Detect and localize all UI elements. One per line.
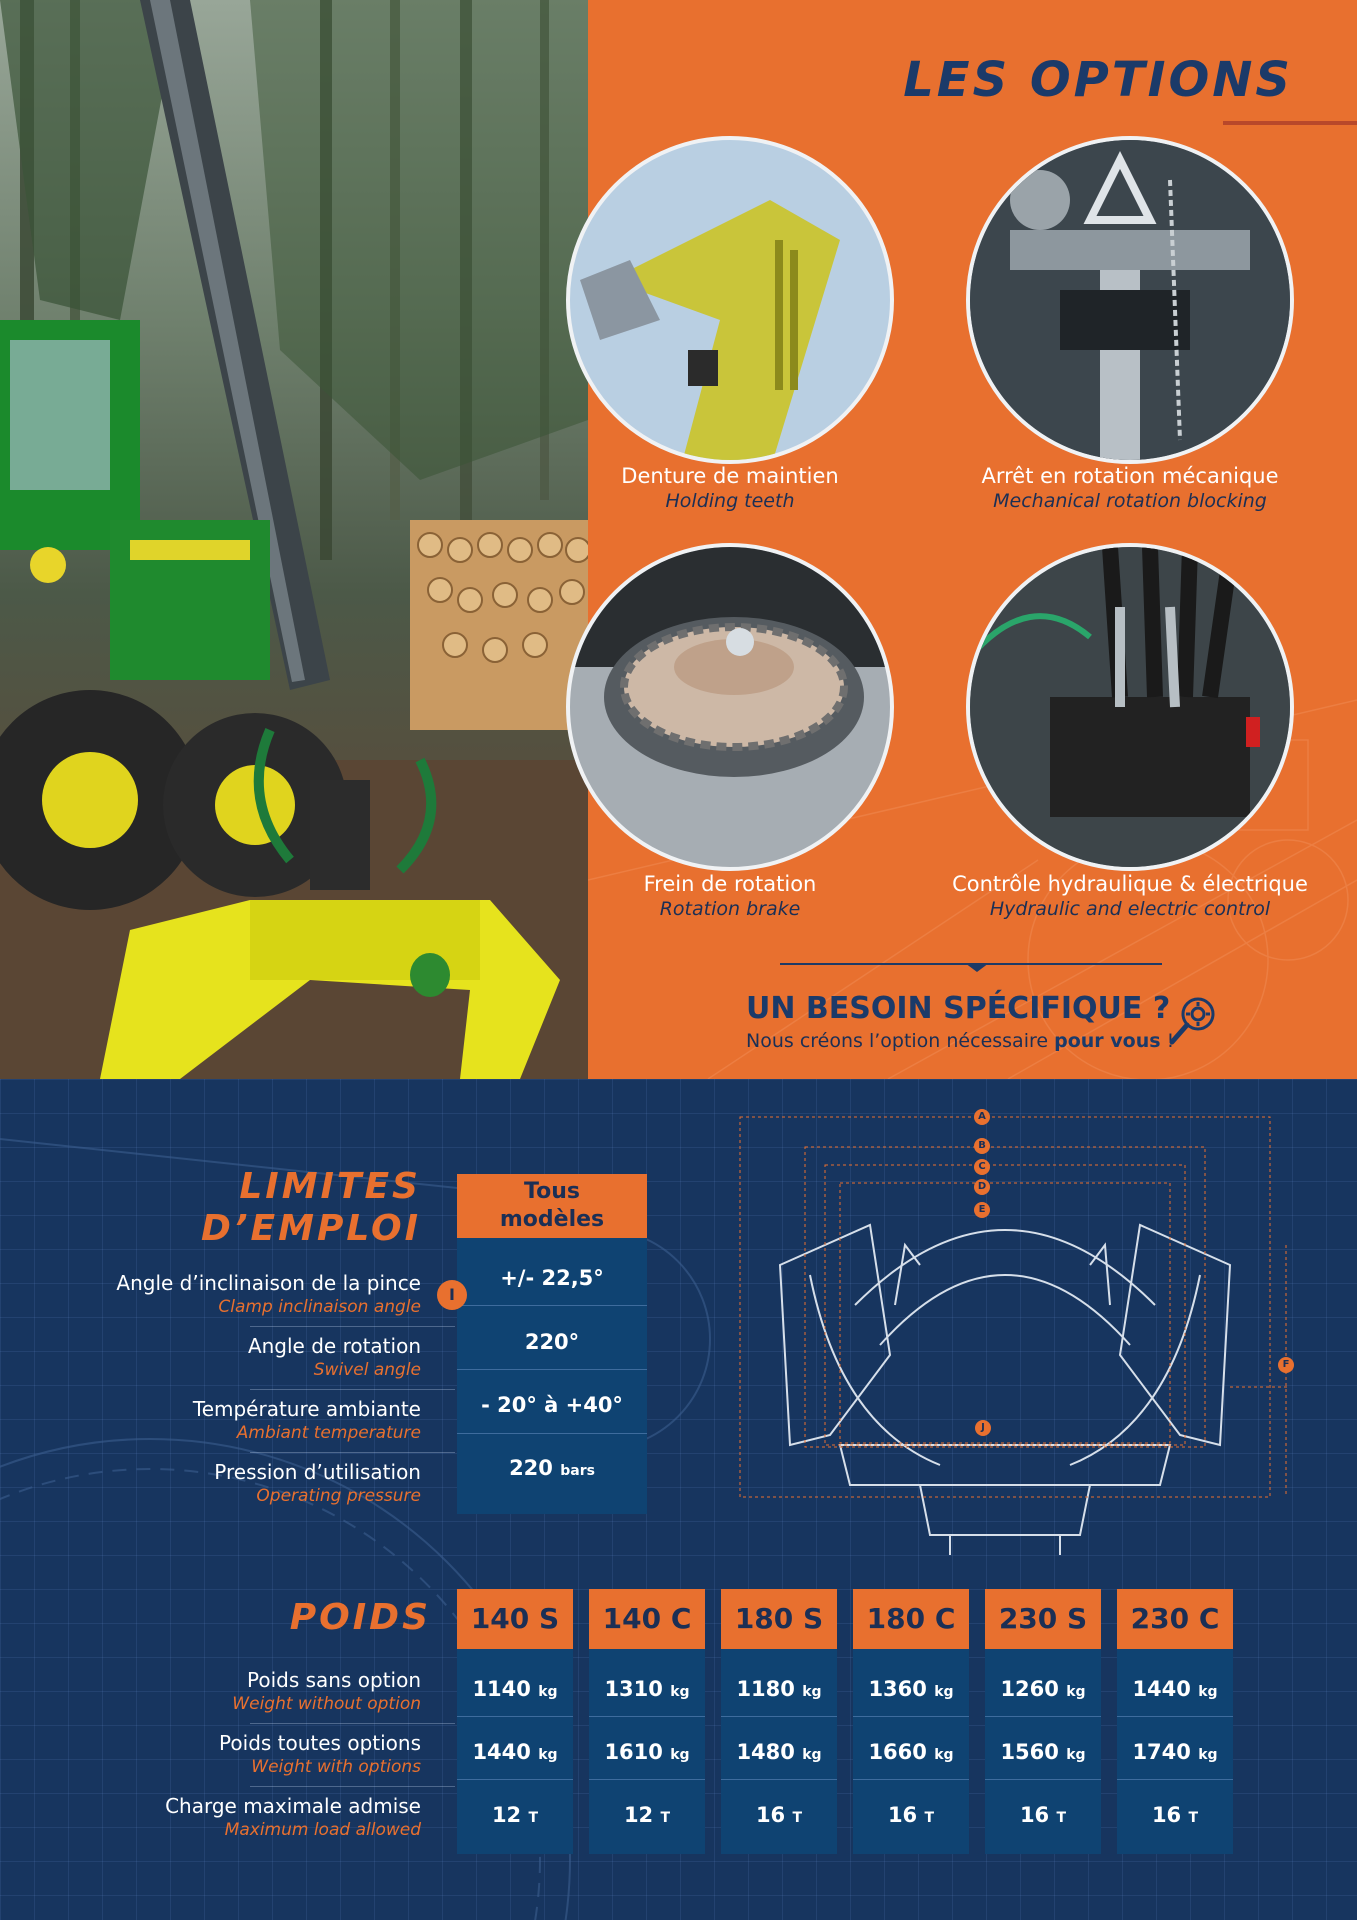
weights-title: POIDS <box>289 1597 431 1638</box>
weight-value: 1560 <box>1000 1740 1059 1764</box>
label-en: Maximum load allowed <box>224 1820 421 1840</box>
cell-divider <box>853 1716 969 1717</box>
specific-need-subtitle <box>746 1030 1174 1052</box>
weights-column <box>1117 1649 1233 1854</box>
dimension-label: C <box>974 1159 990 1175</box>
inclination-marker: I <box>437 1280 467 1310</box>
limit-row-label <box>0 1459 421 1507</box>
label-fr: Charge maximale admise <box>165 1794 421 1818</box>
cell-divider <box>589 1716 705 1717</box>
option-label-fr: Denture de maintien <box>621 464 839 488</box>
weight-unit: kg <box>934 1747 954 1763</box>
weight-value: 1440 <box>1132 1677 1191 1701</box>
option-caption-4 <box>920 871 1340 921</box>
weights-column <box>721 1649 837 1854</box>
dimension-label: F <box>1278 1357 1294 1373</box>
holding-teeth-image <box>566 136 894 464</box>
weight-cell <box>1117 1740 1233 1764</box>
search-gear-icon <box>1166 992 1222 1052</box>
limits-title <box>201 1166 421 1250</box>
weight-row-label <box>0 1730 421 1778</box>
cell-divider <box>985 1716 1101 1717</box>
option-label-en: Rotation brake <box>659 898 801 920</box>
model-header: 230 S <box>985 1589 1101 1649</box>
load-unit: T <box>1056 1810 1067 1826</box>
limit-row-label <box>0 1396 421 1444</box>
cell-divider <box>1117 1716 1233 1717</box>
load-unit: T <box>1188 1810 1199 1826</box>
weight-unit: kg <box>1066 1684 1086 1700</box>
weight-unit: kg <box>802 1747 822 1763</box>
weight-value: 1310 <box>604 1677 663 1701</box>
limit-value-pressure <box>457 1456 647 1480</box>
model-header: 180 C <box>853 1589 969 1649</box>
weight-value: 1260 <box>1000 1677 1059 1701</box>
load-value: 16 <box>755 1803 786 1827</box>
weight-unit: kg <box>1198 1747 1218 1763</box>
header-line-1: Tous <box>524 1179 580 1204</box>
label-en: Weight with options <box>251 1757 421 1777</box>
need-sub-text: Nous créons l’option nécessaire <box>746 1030 1055 1052</box>
label-en: Swivel angle <box>313 1360 421 1380</box>
weight-row-label <box>0 1667 421 1715</box>
rotation-blocking-image <box>966 136 1294 464</box>
cell-divider <box>853 1779 969 1780</box>
label-fr: Température ambiante <box>192 1397 421 1421</box>
model-header: 230 C <box>1117 1589 1233 1649</box>
weight-cell <box>985 1677 1101 1701</box>
dimension-label: J <box>975 1420 991 1436</box>
weight-value: 1360 <box>868 1677 927 1701</box>
label-fr: Pression d’utilisation <box>214 1460 421 1484</box>
model-header: 180 S <box>721 1589 837 1649</box>
row-divider <box>250 1786 455 1787</box>
label-fr: Angle de rotation <box>247 1334 421 1358</box>
cell-divider <box>457 1433 647 1434</box>
option-caption-3 <box>520 871 940 921</box>
weight-unit: kg <box>934 1684 954 1700</box>
pressure-unit: bars <box>560 1463 595 1479</box>
weight-cell <box>721 1740 837 1764</box>
weight-value: 1140 <box>472 1677 531 1701</box>
rotation-blocking-icon <box>970 140 1294 464</box>
weight-unit: kg <box>802 1684 822 1700</box>
weight-cell <box>457 1740 573 1764</box>
option-caption-2 <box>920 463 1340 513</box>
forestry-machine-illustration <box>0 0 588 1079</box>
label-en: Clamp inclinaison angle <box>218 1297 421 1317</box>
option-label-fr: Arrêt en rotation mécanique <box>981 464 1279 488</box>
weight-unit: kg <box>538 1684 558 1700</box>
label-en: Operating pressure <box>256 1486 421 1506</box>
weight-value: 1440 <box>472 1740 531 1764</box>
weight-row-label <box>0 1793 421 1841</box>
label-en: Ambiant temperature <box>236 1423 421 1443</box>
dimension-label: B <box>974 1138 990 1154</box>
weight-value: 1660 <box>868 1740 927 1764</box>
weights-column <box>589 1649 705 1854</box>
need-sub-emphasis: pour vous <box>1054 1030 1161 1052</box>
cell-divider <box>457 1305 647 1306</box>
hydraulic-control-icon <box>970 547 1294 871</box>
limits-title-line-2: D’EMPLOI <box>200 1208 421 1249</box>
rotation-brake-icon <box>570 547 894 871</box>
label-fr: Angle d’inclinaison de la pince <box>116 1271 421 1295</box>
limit-row-label <box>0 1270 421 1318</box>
options-title: LES OPTIONS <box>903 52 1293 108</box>
weight-unit: kg <box>670 1684 690 1700</box>
weight-value: 1740 <box>1132 1740 1191 1764</box>
load-cell <box>853 1803 969 1827</box>
limit-row-label <box>0 1333 421 1381</box>
hydraulic-control-image <box>966 543 1294 871</box>
weights-column <box>985 1649 1101 1854</box>
limit-value: +/- 22,5° <box>500 1266 604 1290</box>
weight-cell <box>1117 1677 1233 1701</box>
weight-cell <box>853 1677 969 1701</box>
title-underline <box>1223 121 1357 125</box>
cell-divider <box>589 1779 705 1780</box>
option-label-fr: Frein de rotation <box>643 872 817 896</box>
limits-values-column <box>457 1238 647 1514</box>
model-header: 140 S <box>457 1589 573 1649</box>
weight-cell <box>721 1677 837 1701</box>
weight-cell <box>457 1677 573 1701</box>
cell-divider <box>985 1779 1101 1780</box>
load-cell <box>1117 1803 1233 1827</box>
load-unit: T <box>792 1810 803 1826</box>
option-label-en: Hydraulic and electric control <box>989 898 1271 920</box>
weight-unit: kg <box>1198 1684 1218 1700</box>
pressure-value: 220 <box>509 1456 553 1480</box>
header-line-2: modèles <box>499 1207 605 1232</box>
specific-need-title: UN BESOIN SPÉCIFIQUE ? <box>746 991 1171 1026</box>
grapple-technical-drawing <box>690 1105 1320 1565</box>
weight-cell <box>985 1740 1101 1764</box>
label-fr: Poids sans option <box>247 1668 421 1692</box>
model-header: 140 C <box>589 1589 705 1649</box>
load-value: 16 <box>887 1803 918 1827</box>
rotation-brake-image <box>566 543 894 871</box>
option-label-en: Holding teeth <box>665 490 795 512</box>
limits-title-line-1: LIMITES <box>239 1166 421 1207</box>
cell-divider <box>721 1779 837 1780</box>
limit-value: 220° <box>524 1330 580 1354</box>
label-fr: Poids toutes options <box>219 1731 421 1755</box>
option-label-fr: Contrôle hydraulique & électrique <box>952 872 1308 896</box>
load-value: 12 <box>623 1803 654 1827</box>
load-unit: T <box>924 1810 935 1826</box>
weights-column <box>853 1649 969 1854</box>
weight-value: 1610 <box>604 1740 663 1764</box>
cell-divider <box>1117 1779 1233 1780</box>
all-models-header <box>457 1174 647 1238</box>
load-value: 12 <box>491 1803 522 1827</box>
weight-cell <box>853 1740 969 1764</box>
dimension-label: E <box>974 1202 990 1218</box>
forestry-machine-photo <box>0 0 588 1079</box>
label-en: Weight without option <box>232 1694 421 1714</box>
load-cell <box>457 1803 573 1827</box>
cell-divider <box>457 1369 647 1370</box>
cell-divider <box>721 1716 837 1717</box>
option-caption-1 <box>520 463 940 513</box>
dimension-label: D <box>974 1179 990 1195</box>
holding-teeth-icon <box>570 140 894 464</box>
row-divider <box>250 1452 455 1453</box>
load-cell <box>985 1803 1101 1827</box>
option-label-en: Mechanical rotation blocking <box>993 490 1267 512</box>
weight-cell <box>589 1740 705 1764</box>
weight-value: 1180 <box>736 1677 795 1701</box>
dimension-label: A <box>974 1109 990 1125</box>
weights-column <box>457 1649 573 1854</box>
weight-cell <box>589 1677 705 1701</box>
weight-unit: kg <box>1066 1747 1086 1763</box>
load-cell <box>589 1803 705 1827</box>
row-divider <box>250 1723 455 1724</box>
need-sub-end: ! <box>1160 1030 1175 1052</box>
weight-value: 1480 <box>736 1740 795 1764</box>
load-cell <box>721 1803 837 1827</box>
load-unit: T <box>660 1810 671 1826</box>
row-divider <box>250 1389 455 1390</box>
cell-divider <box>457 1779 573 1780</box>
weight-unit: kg <box>670 1747 690 1763</box>
load-unit: T <box>528 1810 539 1826</box>
load-value: 16 <box>1151 1803 1182 1827</box>
weight-unit: kg <box>538 1747 558 1763</box>
limit-value: - 20° à +40° <box>481 1393 623 1417</box>
load-value: 16 <box>1019 1803 1050 1827</box>
divider-notch <box>965 963 989 972</box>
row-divider <box>250 1326 455 1327</box>
cell-divider <box>457 1716 573 1717</box>
